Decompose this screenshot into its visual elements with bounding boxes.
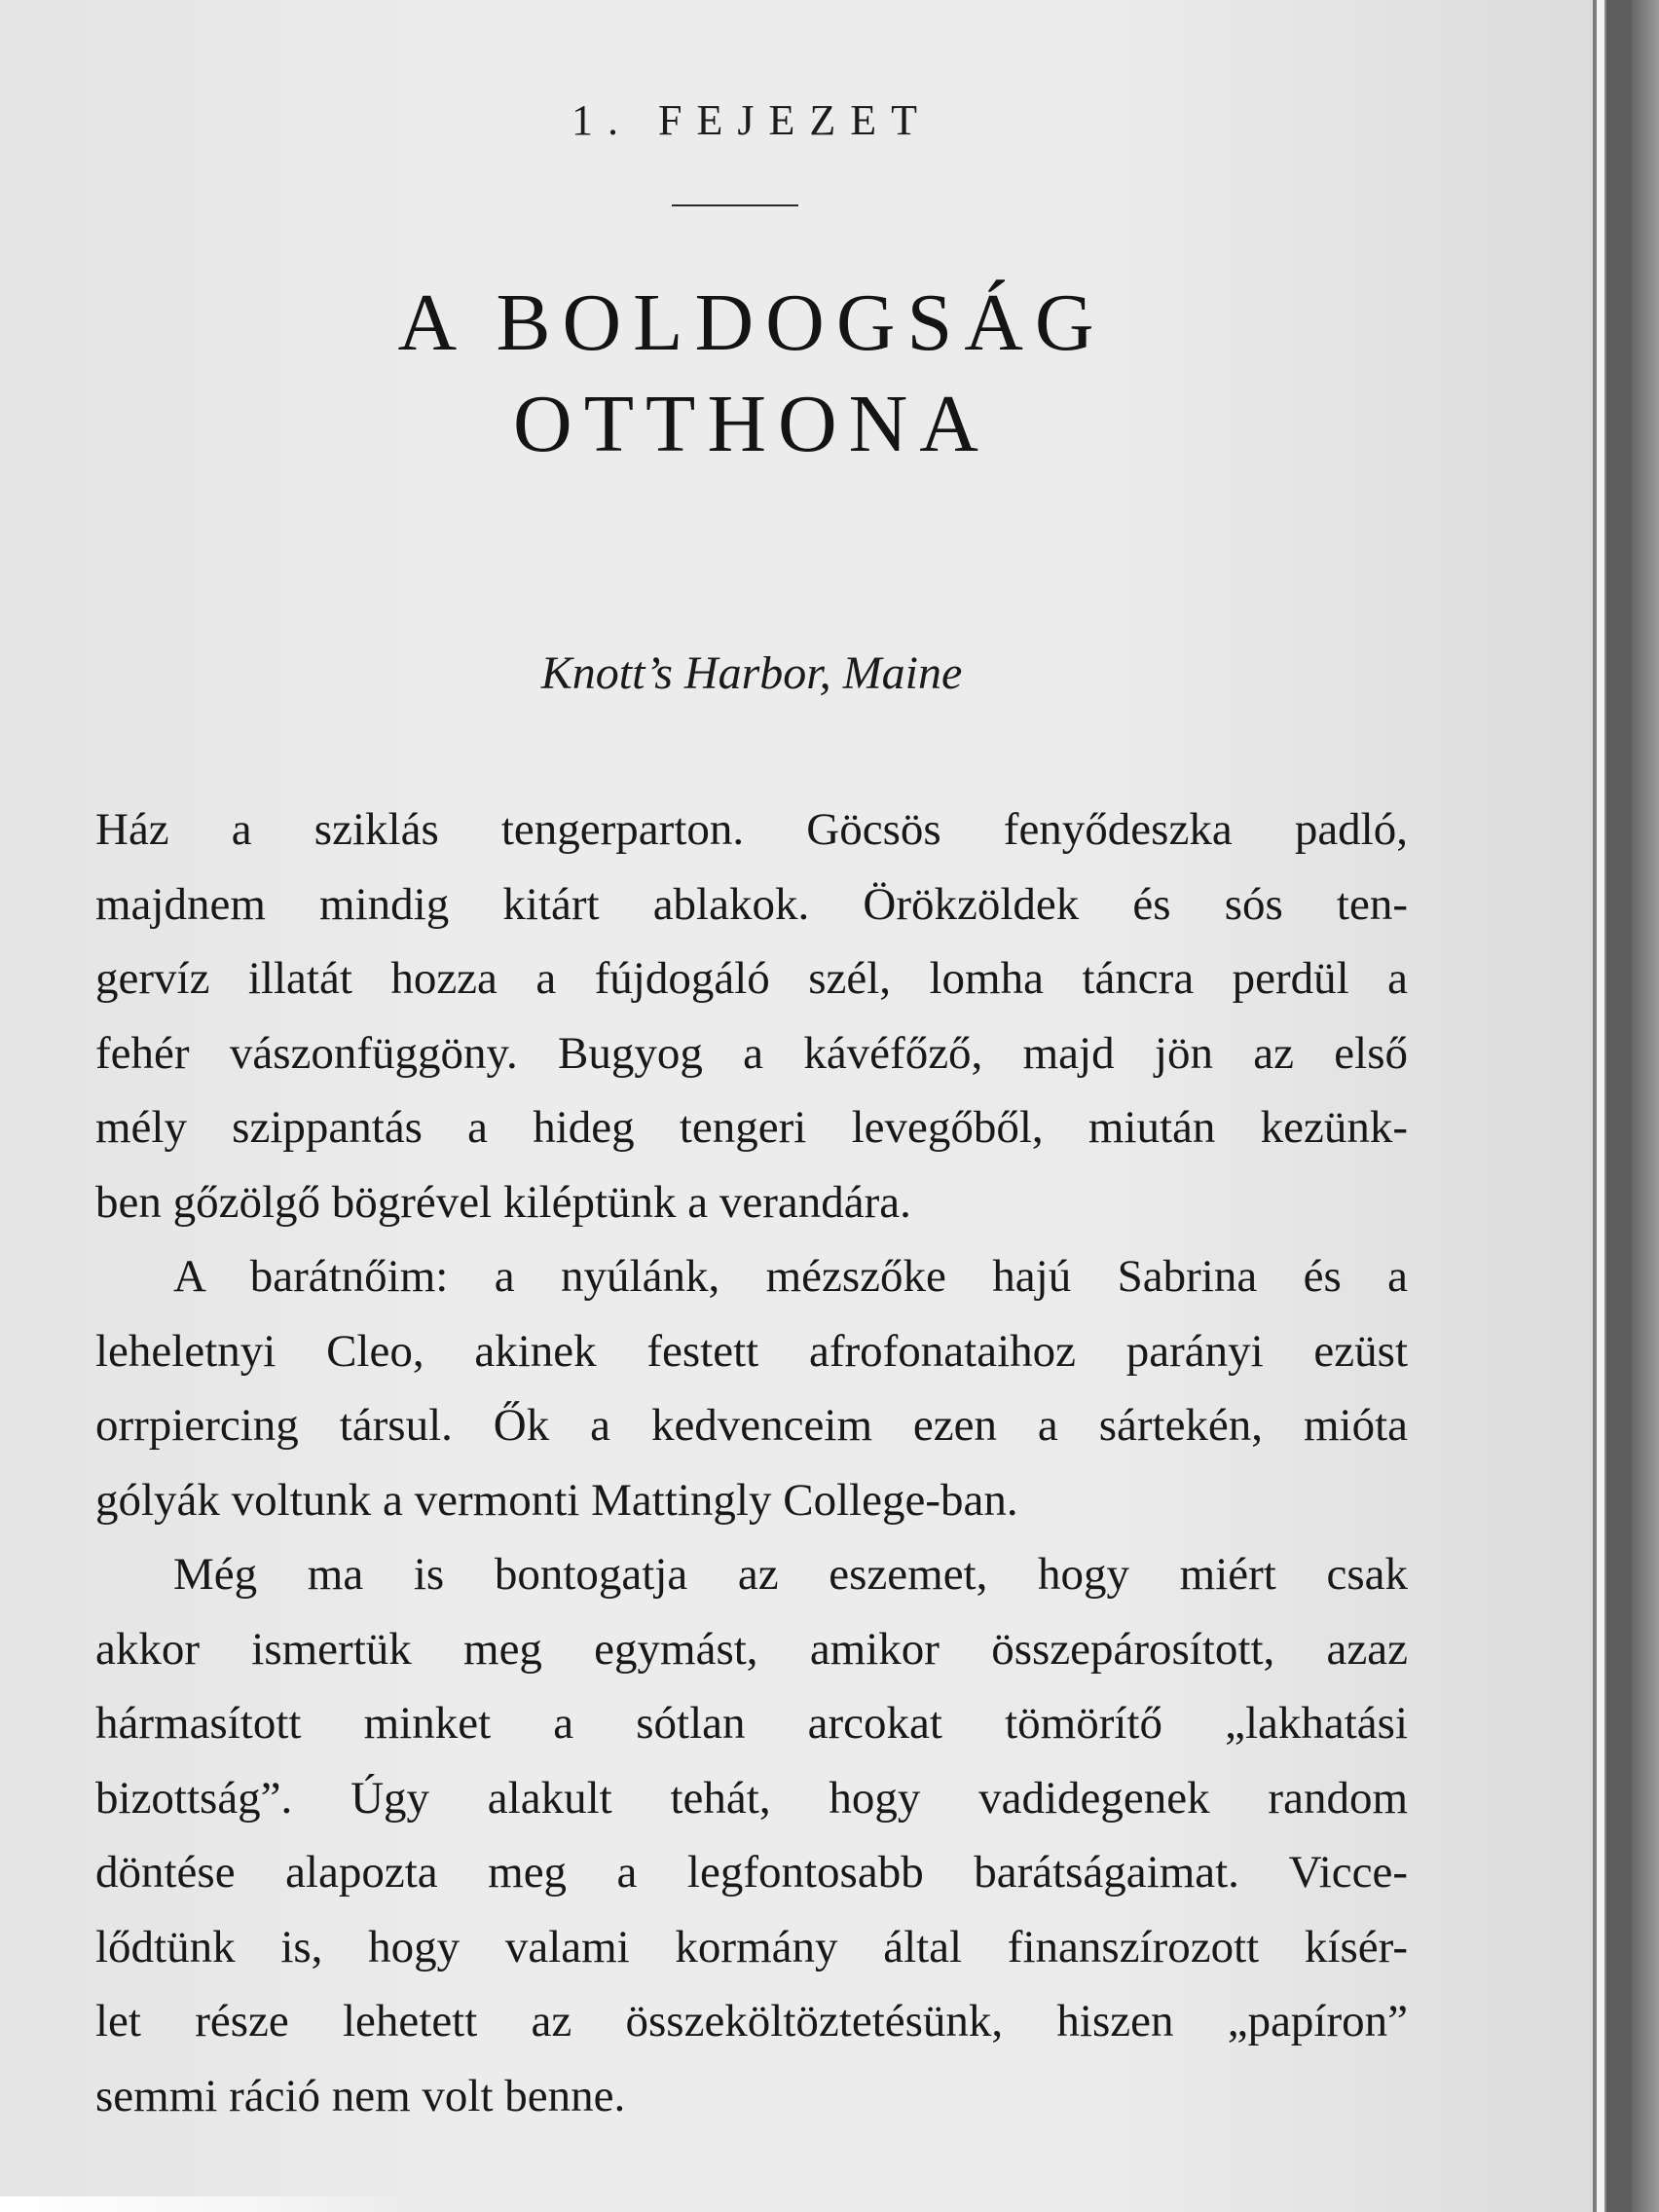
text-line: Ház a sziklás tengerparton. Göcsös fenyődeszka padló, <box>95 804 1408 855</box>
text-line: A barátnőim: a nyúlánk, mézszőke hajú Sabrina és a <box>173 1251 1408 1302</box>
text-line: döntése alapozta meg a legfontosabb barátságaimat. Vicce- <box>95 1847 1408 1898</box>
chapter-number: 1. FEJEZET <box>571 96 932 144</box>
watermark-strip <box>0 2196 419 2212</box>
chapter-title-line-1: A BOLDOGSÁG <box>397 277 1106 368</box>
text-line: semmi ráció nem volt benne. <box>95 2070 626 2121</box>
text-line: ben gőzölgő bögrével kiléptünk a verandára. <box>95 1176 911 1228</box>
page-edge-highlight <box>1597 0 1604 2212</box>
body-text <box>95 793 1408 2133</box>
text-line: Még ma is bontogatja az eszemet, hogy miért csak <box>173 1549 1408 1600</box>
paragraph-3 <box>95 1537 1408 2133</box>
paragraph-2 <box>95 1239 1408 1537</box>
text-line: fehér vászonfüggöny. Bugyog a kávéfőző, majd jön az első <box>95 1027 1408 1079</box>
text-line: majdnem mindig kitárt ablakok. Örökzöldek és sós ten- <box>95 878 1408 930</box>
text-line: gólyák voltunk a vermonti Mattingly College-ban. <box>95 1474 1018 1526</box>
chapter-divider <box>672 204 798 206</box>
text-line: let része lehetett az összeköltöztetésünk, hiszen „papíron” <box>95 1996 1408 2046</box>
chapter-title <box>95 273 1408 475</box>
chapter-title-line-2: OTTHONA <box>513 379 990 469</box>
text-line: lődtünk is, hogy valami kormány által finanszírozott kísér- <box>95 1921 1408 1972</box>
text-line: akkor ismertük meg egymást, amikor összepárosított, azaz <box>95 1623 1408 1675</box>
paragraph-1 <box>95 793 1408 1239</box>
text-line: orrpiercing társul. Ők a kedvenceim ezen a sártekén, mióta <box>95 1400 1408 1451</box>
page-edge-shadow <box>1606 0 1632 2212</box>
text-line: leheletnyi Cleo, akinek festett afrofonataihoz parányi ezüst <box>95 1325 1408 1377</box>
chapter-location: Knott’s Harbor, Maine <box>540 647 963 699</box>
text-line: gervíz illatát hozza a fújdogáló szél, lomha táncra perdül a <box>95 953 1408 1004</box>
text-line: bizottság”. Úgy alakult tehát, hogy vadidegenek random <box>95 1772 1408 1824</box>
text-line: mély szippantás a hideg tengeri levegőből, miután kezünk- <box>95 1102 1408 1153</box>
text-line: hármasított minket a sótlan arcokat tömörítő „lakhatási <box>95 1698 1408 1749</box>
